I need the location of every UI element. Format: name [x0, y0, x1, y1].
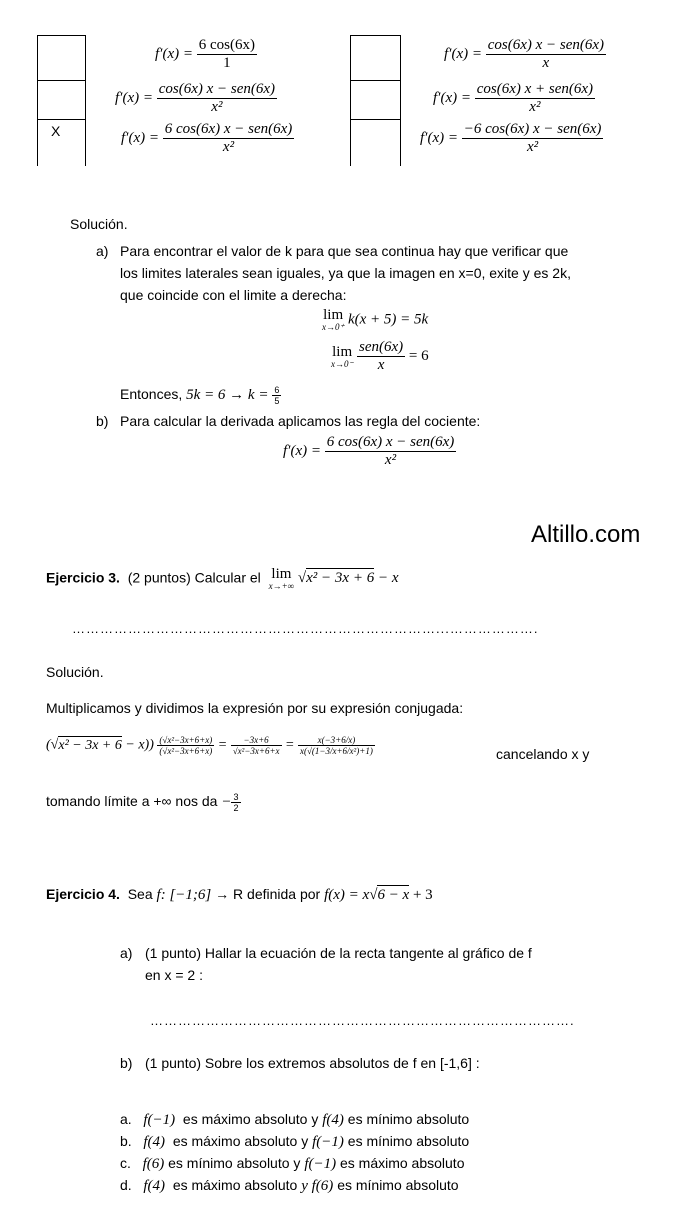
option-1-formula: f′(x) = $\frac{6 \cos(6x)}{1}$	[155, 37, 255, 71]
exercise-4-statement: Ejercicio 4. Sea f: [−1;6] → R definida por f(x) = x√6 − x + 3	[46, 886, 433, 903]
altillo-watermark: Altillo.com	[531, 521, 641, 548]
item-a-label: a)	[96, 243, 109, 259]
entonces-line: Entonces, 5k = 6 → k = $\frac{6}{5}$	[120, 385, 280, 406]
answer-line-4a: ……………………………………………………………………………….	[150, 1013, 575, 1028]
exercise-4-b-text: (1 punto) Sobre los extremos absolutos de f en [-1,6] :	[145, 1055, 480, 1071]
exercise-4-b-label: b)	[120, 1055, 133, 1071]
choice-c[interactable]: c. f(6) es mínimo absoluto y f(−1) es máximo absoluto	[120, 1155, 465, 1172]
choice-b[interactable]: b. f(4) es máximo absoluto y f(−1) es mínimo absoluto	[120, 1133, 470, 1150]
option-6-formula: f′(x) = $\frac{\text{−6 cos(6x) x − sen(6x)}}{\text{x²}}$	[420, 121, 602, 155]
option-4-formula: f′(x) = $\frac{\text{cos(6x) x − sen(6x)}}{x}$	[444, 37, 605, 71]
item-a-line-2: los limites laterales sean iguales, ya que la imagen en x=0, exite y es 2k,	[120, 265, 571, 281]
exercise-3-solution-title: Solución.	[46, 664, 104, 680]
item-a-line-3: que coincide con el limite a derecha:	[120, 287, 347, 303]
choice-d[interactable]: d. f(4) es máximo absoluto y f(6) es mínimo absoluto	[120, 1177, 459, 1194]
item-b-label: b)	[96, 413, 109, 429]
conjugate-equation: (√x² − 3x + 6 − x)) $\frac{\text{(√x²−3x+6+x)}}{\text{(√x²−3x+6+x)}}$ = $\frac{-3x+6}{\text{√x²−3x+6+x}}$ = $\frac{x(-3+6/x)}{\text{x(√(1−3/x+6/x²)+1)}}$	[46, 735, 373, 756]
checkbox-option-2[interactable]	[37, 80, 86, 120]
checkbox-option-1[interactable]	[37, 35, 86, 81]
right-limit-formula: lim x→0⁺ k(x + 5) = 5k	[322, 307, 429, 332]
option-5-formula: f′(x) = $\frac{\text{cos(6x) x + sen(6x)}}{\text{x²}}$	[433, 81, 594, 115]
derivative-formula: f′(x) = $\frac{\text{6 cos(6x) x − sen(6x)}}{\text{x²}}$	[283, 434, 455, 468]
limit-result-line: tomando límite a +∞ nos da − $\frac{3}{2}$	[46, 792, 239, 813]
choice-a[interactable]: a. f(−1) es máximo absoluto y f(4) es mínimo absoluto	[120, 1111, 470, 1128]
checkbox-option-5[interactable]	[350, 80, 401, 120]
exercise-3-solution-text: Multiplicamos y dividimos la expresión por su expresión conjugada:	[46, 700, 464, 716]
exercise-4-a-label: a)	[120, 945, 133, 961]
checkbox-option-6[interactable]	[350, 119, 401, 166]
exercise-4-a-line-2: en x = 2 :	[145, 967, 203, 983]
exercise-4-a-line-1: (1 punto) Hallar la ecuación de la recta tangente al gráfico de f	[145, 945, 532, 961]
option-2-formula: f′(x) = $\frac{\text{cos(6x) x − sen(6x)}}{\text{x²}}$	[115, 81, 276, 115]
cancel-text: cancelando x y	[496, 746, 590, 762]
item-b-text: Para calcular la derivada aplicamos las regla del cociente:	[120, 413, 481, 429]
answer-line-3: ……………………………………………………………………...……………….	[72, 621, 539, 636]
solution-title: Solución.	[70, 216, 128, 232]
checkbox-option-3[interactable]	[37, 119, 86, 166]
selected-mark: X	[51, 123, 61, 139]
item-a-line-1: Para encontrar el valor de k para que sea continua hay que verificar que	[120, 243, 569, 259]
left-limit-formula: lim x→0⁻ $\frac{\text{sen(6x)}}{x}$ = 6	[331, 339, 429, 373]
exercise-3-statement: Ejercicio 3. (2 puntos) Calcular el lim x→+∞ √x² − 3x + 6 − x	[46, 566, 399, 591]
option-3-formula: f′(x) = $\frac{\text{6 cos(6x) x − sen(6x)}}{\text{x²}}$	[121, 121, 293, 155]
checkbox-option-4[interactable]	[350, 35, 401, 81]
